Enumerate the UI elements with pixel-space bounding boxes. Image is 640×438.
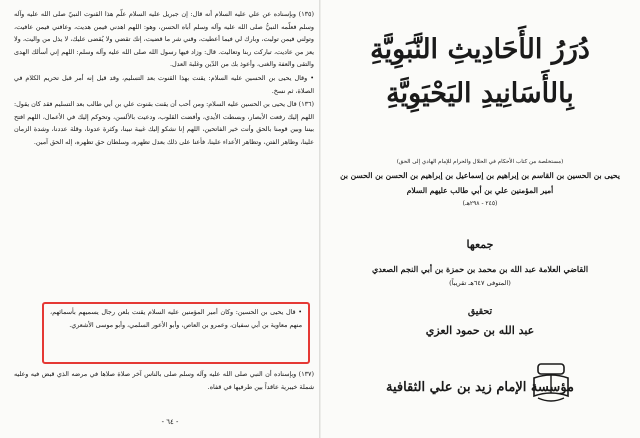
subtitle-line-2: يحيى بن الحسين بن القاسم بن إبراهيم بن إسماعيل بن إبراهيم بن الحسن بن الحسن بن <box>340 171 620 180</box>
note-yahya: • وقال يحيى بن الحسين عليه السلام: يقنت بهذا القنوت بعد التسليم، وقد قيل إنه أمر قبل تحريم الكلام في الصلاة، ثم نسخ. <box>14 73 314 95</box>
edited-by-label: تحقيق <box>467 306 493 317</box>
editor-name: عبد الله بن حمود العزي <box>425 324 535 337</box>
subtitle-dates: (٢٤٥ - ٢٩٨هـ) <box>462 200 498 207</box>
compiler-block <box>334 262 626 290</box>
title-line-2: بِالأَسَانِيدِ اليَحْيَوِيَّةِ <box>386 78 574 109</box>
highlighted-passage <box>42 302 310 364</box>
hadith-137: (١٣٧) وبإسناده أن النبي صلى الله عليه وآله وسلم صلى بالناس آخر صلاة صلاها في مرضه الذي قبض فيه وعليه شملة خيبرية عاقداً بين طرفيها في قفاه. <box>14 370 314 391</box>
subtitle-line-1: (مستخلصة من كتاب الأحكام في الحلال والحرام للإمام الهادي إلى الحق) <box>396 159 564 165</box>
book-title <box>324 28 636 116</box>
book-gutter <box>319 0 321 438</box>
title-page <box>324 6 636 434</box>
hadith-135: (١٣٥) وبإسناده عن علي عليه السلام أنه قال: إن جبريل عليه السلام علّم هذا القنوت النبيّ صلى الله عليه وآله وسلم فعلّمه النبيُّ صلى الله عليه وآله وسلم أباه الحسن، وهو: اللهم اهدني فيمن هديت، وعافني فيمن عافيت، وتولني فيمن توليت، وبارك لي فيما أعطيت، وقني شر ما قضيت، إنك تقضي ولا يُقضى عليك، لا يذل من واليت، ولا يعز من عاديت، تباركت ربنا وتعاليت. قال: وزاد فيها رسول الله صلى الله عليه وآله وسلم: اللهم إني أسألك الهدى والتقى والعفة والغنى، وأعوذ بك من الدّين وغلبة العدل. <box>14 10 314 69</box>
subtitle-block <box>338 156 622 210</box>
subtitle-line-3: أمير المؤمنين علي بن أبي طالب عليهم السلام <box>406 186 554 195</box>
compiled-by-label: جمعها <box>466 238 494 251</box>
hadith-136: (١٣٦) قال يحيى بن الحسين عليه السلام: ومن أحب أن يقنت بقنوت علي بن أبي طالب بعد التسليم فقد كان يقول: اللهم إليك رفعت الأبصار، وبسطت الأيدي، وأفضت القلوب، ودعيت بالألسن، وتحوكم إليك في الأعمال، اللهم افتح بيننا وبين قومنا بالحق وأنت خير الفاتحين، اللهم إنا نشكو إليك غيبة نبينا، وكثرة عدونا، وقلة عددنا، وشدة الزمان علينا، وظاهر الفتن، وتظاهر الأعداء علينا، فأعنا على ذلك بعدل تظهره، وسلطان حق تظهره، إله الحق آمين. <box>13 100 314 146</box>
hadith-text <box>14 8 314 150</box>
compiler-death: (المتوفى ٦٤٧هـ تقريباً) <box>449 279 511 287</box>
compiler-name: القاضي العلامة عبد الله بن محمد بن حمزة بن أبي النجم الصعدي <box>371 264 589 274</box>
highlighted-text: • قال يحيى بن الحسين: وكان أمير المؤمنين عليه السلام يقنت بلعن رجال يسميهم بأسمائهم، منهم معاوية بن أبي سفيان، وعمرو بن العاص، وأبو الأعور السلمي، وأبو موسى الأشعري. <box>50 308 302 329</box>
title-line-1: دُرَرُ الأَحَادِيثِ النَّبَوِيَّةِ <box>370 34 590 65</box>
publisher-name: مؤسسة الإمام زيد بن علي الثقافية <box>385 380 575 395</box>
left-page <box>10 6 316 434</box>
page-number: - ٦٤ - <box>161 418 179 426</box>
